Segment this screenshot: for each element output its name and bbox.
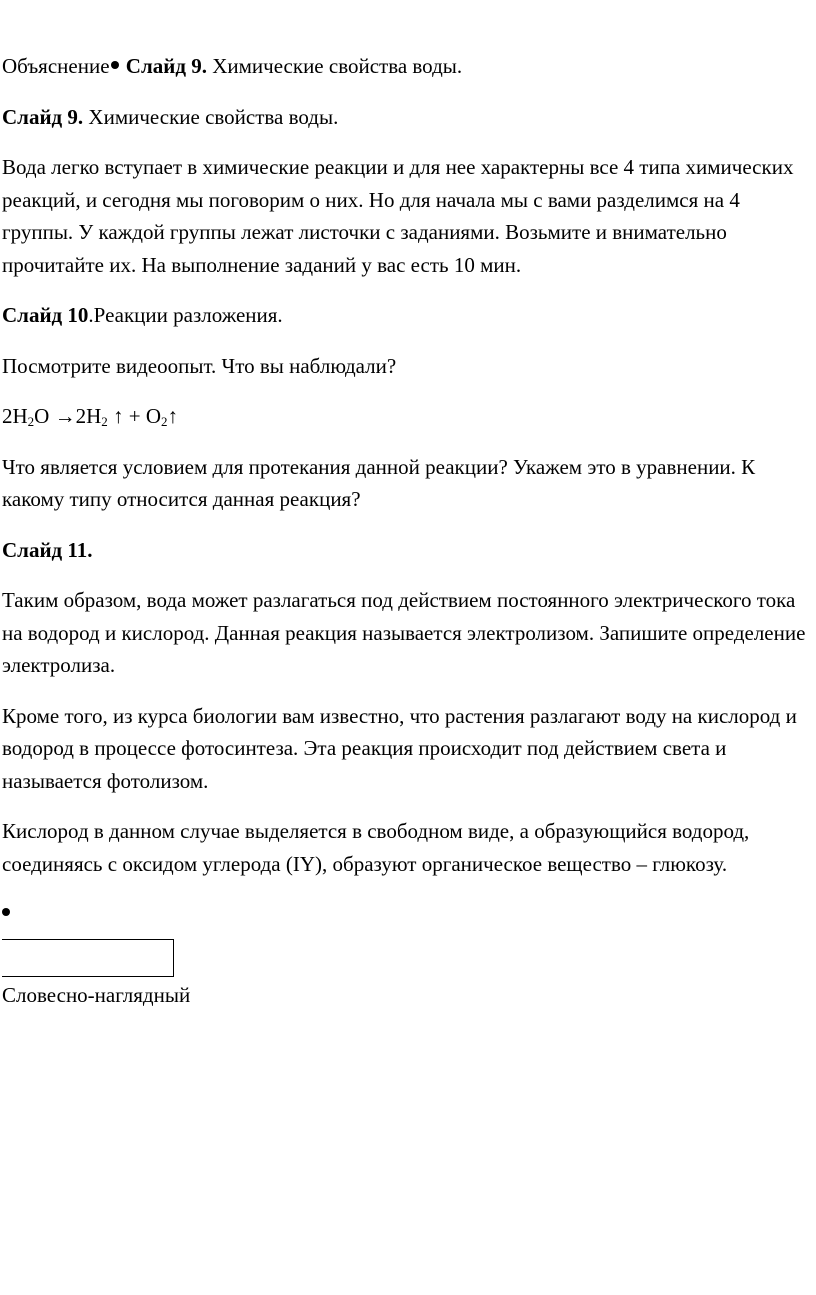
method-label: Словесно-наглядный bbox=[2, 983, 191, 1007]
bullet-icon bbox=[2, 908, 10, 916]
header-slide-title: Химические свойства воды. bbox=[206, 54, 463, 78]
document-page bbox=[2, 50, 810, 1012]
slide11-paragraph-1: Таким образом, вода может разлагаться под действием постоянного электрического тока на водород и кислород. Данная реакция называется электролизом. Запишите определение электролиза. bbox=[2, 588, 806, 677]
slide10-followup: Что является условием для протекания данной реакции? Укажем это в уравнении. К какому типу относится данная реакция? bbox=[2, 454, 756, 511]
empty-table-cell bbox=[2, 939, 174, 977]
slide11-paragraph-2: Кроме того, из курса биологии вам известно, что растения разлагают воду на кислород и водород в процессе фотосинтеза. Эта реакция происходит под действием света и называется фотолизом. bbox=[2, 703, 797, 793]
slide9-label: Слайд 9. bbox=[2, 104, 84, 129]
slide11-label: Слайд 11. bbox=[2, 537, 93, 562]
header-prefix: Объяснение bbox=[2, 54, 110, 78]
slide10-title: .Реакции разложения. bbox=[88, 303, 283, 327]
slide9-title: Химические свойства воды. bbox=[83, 104, 339, 129]
reaction-equation: $2H_2O \to 2H_2$ ↑ + $O_2↑$ bbox=[2, 404, 179, 429]
header-slide-label: Слайд 9. bbox=[125, 54, 207, 78]
bullet-icon bbox=[111, 61, 119, 69]
bullet-line bbox=[2, 900, 810, 924]
slide9-body: Вода легко вступает в химические реакции и для нее характерны все 4 типа химических реакций, и сегодня мы поговорим о них. Но для начала мы с вами разделимся на 4 группы. У каждой группы лежат листочки с заданиями. Возьмите и внимательно прочитайте их. На выполнение заданий у вас есть 10 мин. bbox=[2, 155, 794, 277]
slide9-heading bbox=[2, 101, 810, 134]
slide11-paragraph-3: Кислород в данном случае выделяется в свободном виде, а образующийся водород, соединяясь с оксидом углерода (IY), образуют органическое вещество – глюкозу. bbox=[2, 819, 750, 876]
header-line bbox=[2, 50, 810, 83]
slide10-heading bbox=[2, 299, 810, 332]
slide10-question: Посмотрите видеоопыт. Что вы наблюдали? bbox=[2, 353, 397, 378]
slide11-heading bbox=[2, 534, 810, 567]
slide10-label: Слайд 10 bbox=[2, 303, 89, 327]
